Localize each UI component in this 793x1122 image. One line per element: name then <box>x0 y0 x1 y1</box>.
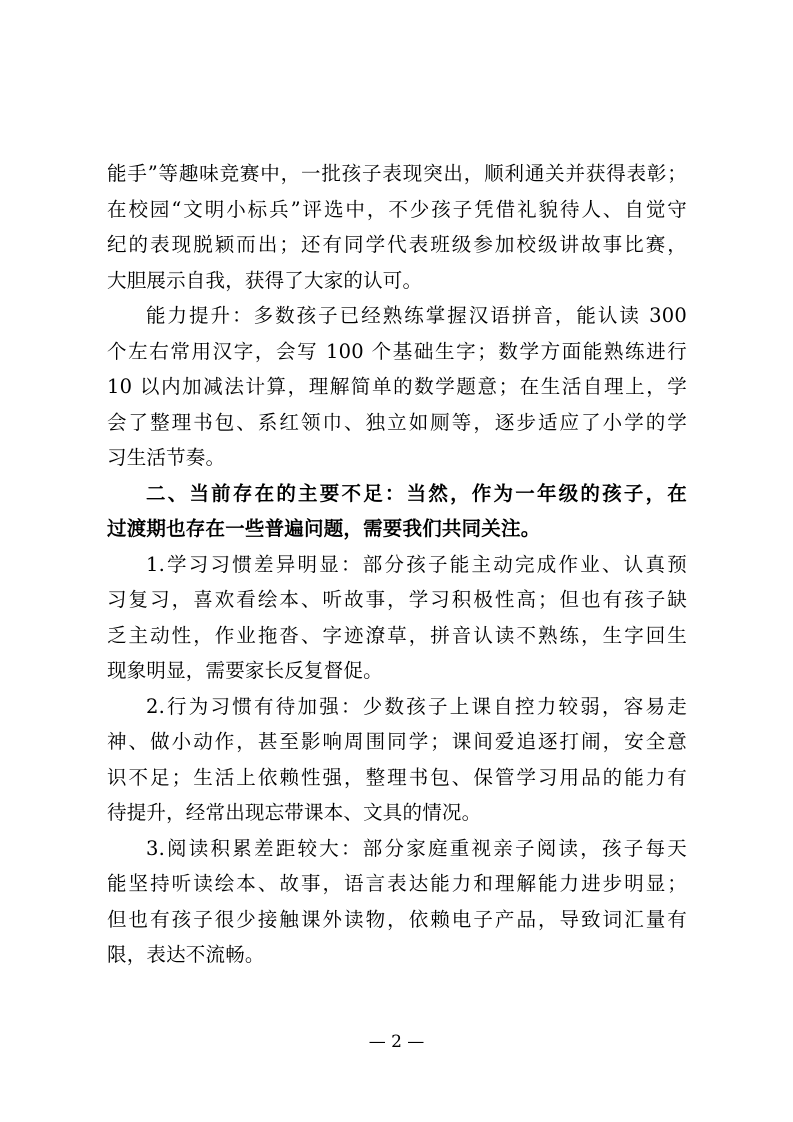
text-line: 10 以内加减法计算，理解简单的数学题意；在生活自理上，学 <box>107 375 687 398</box>
text-line: 识不足；生活上依赖性强，整理书包、保管学习用品的能力有 <box>107 765 687 789</box>
text-line: 能手”等趣味竞赛中，一批孩子表现突出，顺利通关并获得表彰； <box>107 162 687 185</box>
text-line: 2.行为习惯有待加强：少数孩子上课自控力较弱，容易走 <box>146 694 687 718</box>
text-line: 能坚持听读绘本、故事，语言表达能力和理解能力进步明显； <box>107 872 687 895</box>
text-line: 3.阅读积累差距较大：部分家庭重视亲子阅读，孩子每天 <box>146 836 687 860</box>
text-line: 限，表达不流畅。 <box>107 943 265 966</box>
text-line: 乏主动性，作业拖沓、字迹潦草，拼音认读不熟练，生字回生 <box>107 623 687 647</box>
paragraph-reading <box>107 831 687 973</box>
heading-line: 二、当前存在的主要不足：当然，作为一年级的孩子，在 <box>146 481 687 505</box>
text-line: 1.学习习惯差异明显：部分孩子能主动完成作业、认真预 <box>146 552 687 576</box>
paragraph-awards <box>107 156 687 298</box>
text-line: 在校园“文明小标兵”评选中，不少孩子凭借礼貌待人、自觉守 <box>107 197 687 221</box>
heading-line: 过渡期也存在一些普遍问题，需要我们共同关注。 <box>107 517 541 540</box>
text-line: 大胆展示自我，获得了大家的认可。 <box>107 268 423 292</box>
text-line: 待提升，经常出现忘带课本、文具的情况。 <box>107 801 482 824</box>
text-line: 现象明显，需要家长反复督促。 <box>107 659 383 682</box>
text-line: 纪的表现脱颖而出；还有同学代表班级参加校级讲故事比赛， <box>107 233 687 256</box>
text-line: 习复习，喜欢看绘本、听故事，学习积极性高；但也有孩子缺 <box>107 588 687 611</box>
text-line: 个左右常用汉字，会写 100 个基础生字；数学方面能熟练进行 <box>107 339 687 363</box>
section-heading-shortcomings <box>107 476 687 547</box>
paragraph-ability <box>107 298 687 476</box>
text-line: 习生活节奏。 <box>107 446 226 469</box>
document-body <box>107 156 687 973</box>
paragraph-behavior-habits <box>107 689 687 831</box>
text-line: 但也有孩子很少接触课外读物，依赖电子产品，导致词汇量有 <box>107 907 687 931</box>
text-line: 神、做小动作，甚至影响周围同学；课间爱追逐打闹，安全意 <box>107 730 687 753</box>
text-line: 能力提升：多数孩子已经熟练掌握汉语拼音，能认读 300 <box>146 304 687 327</box>
text-line: 会了整理书包、系红领巾、独立如厕等，逐步适应了小学的学 <box>107 410 687 434</box>
page-number: — 2 — <box>368 1032 425 1052</box>
paragraph-study-habits <box>107 547 687 689</box>
